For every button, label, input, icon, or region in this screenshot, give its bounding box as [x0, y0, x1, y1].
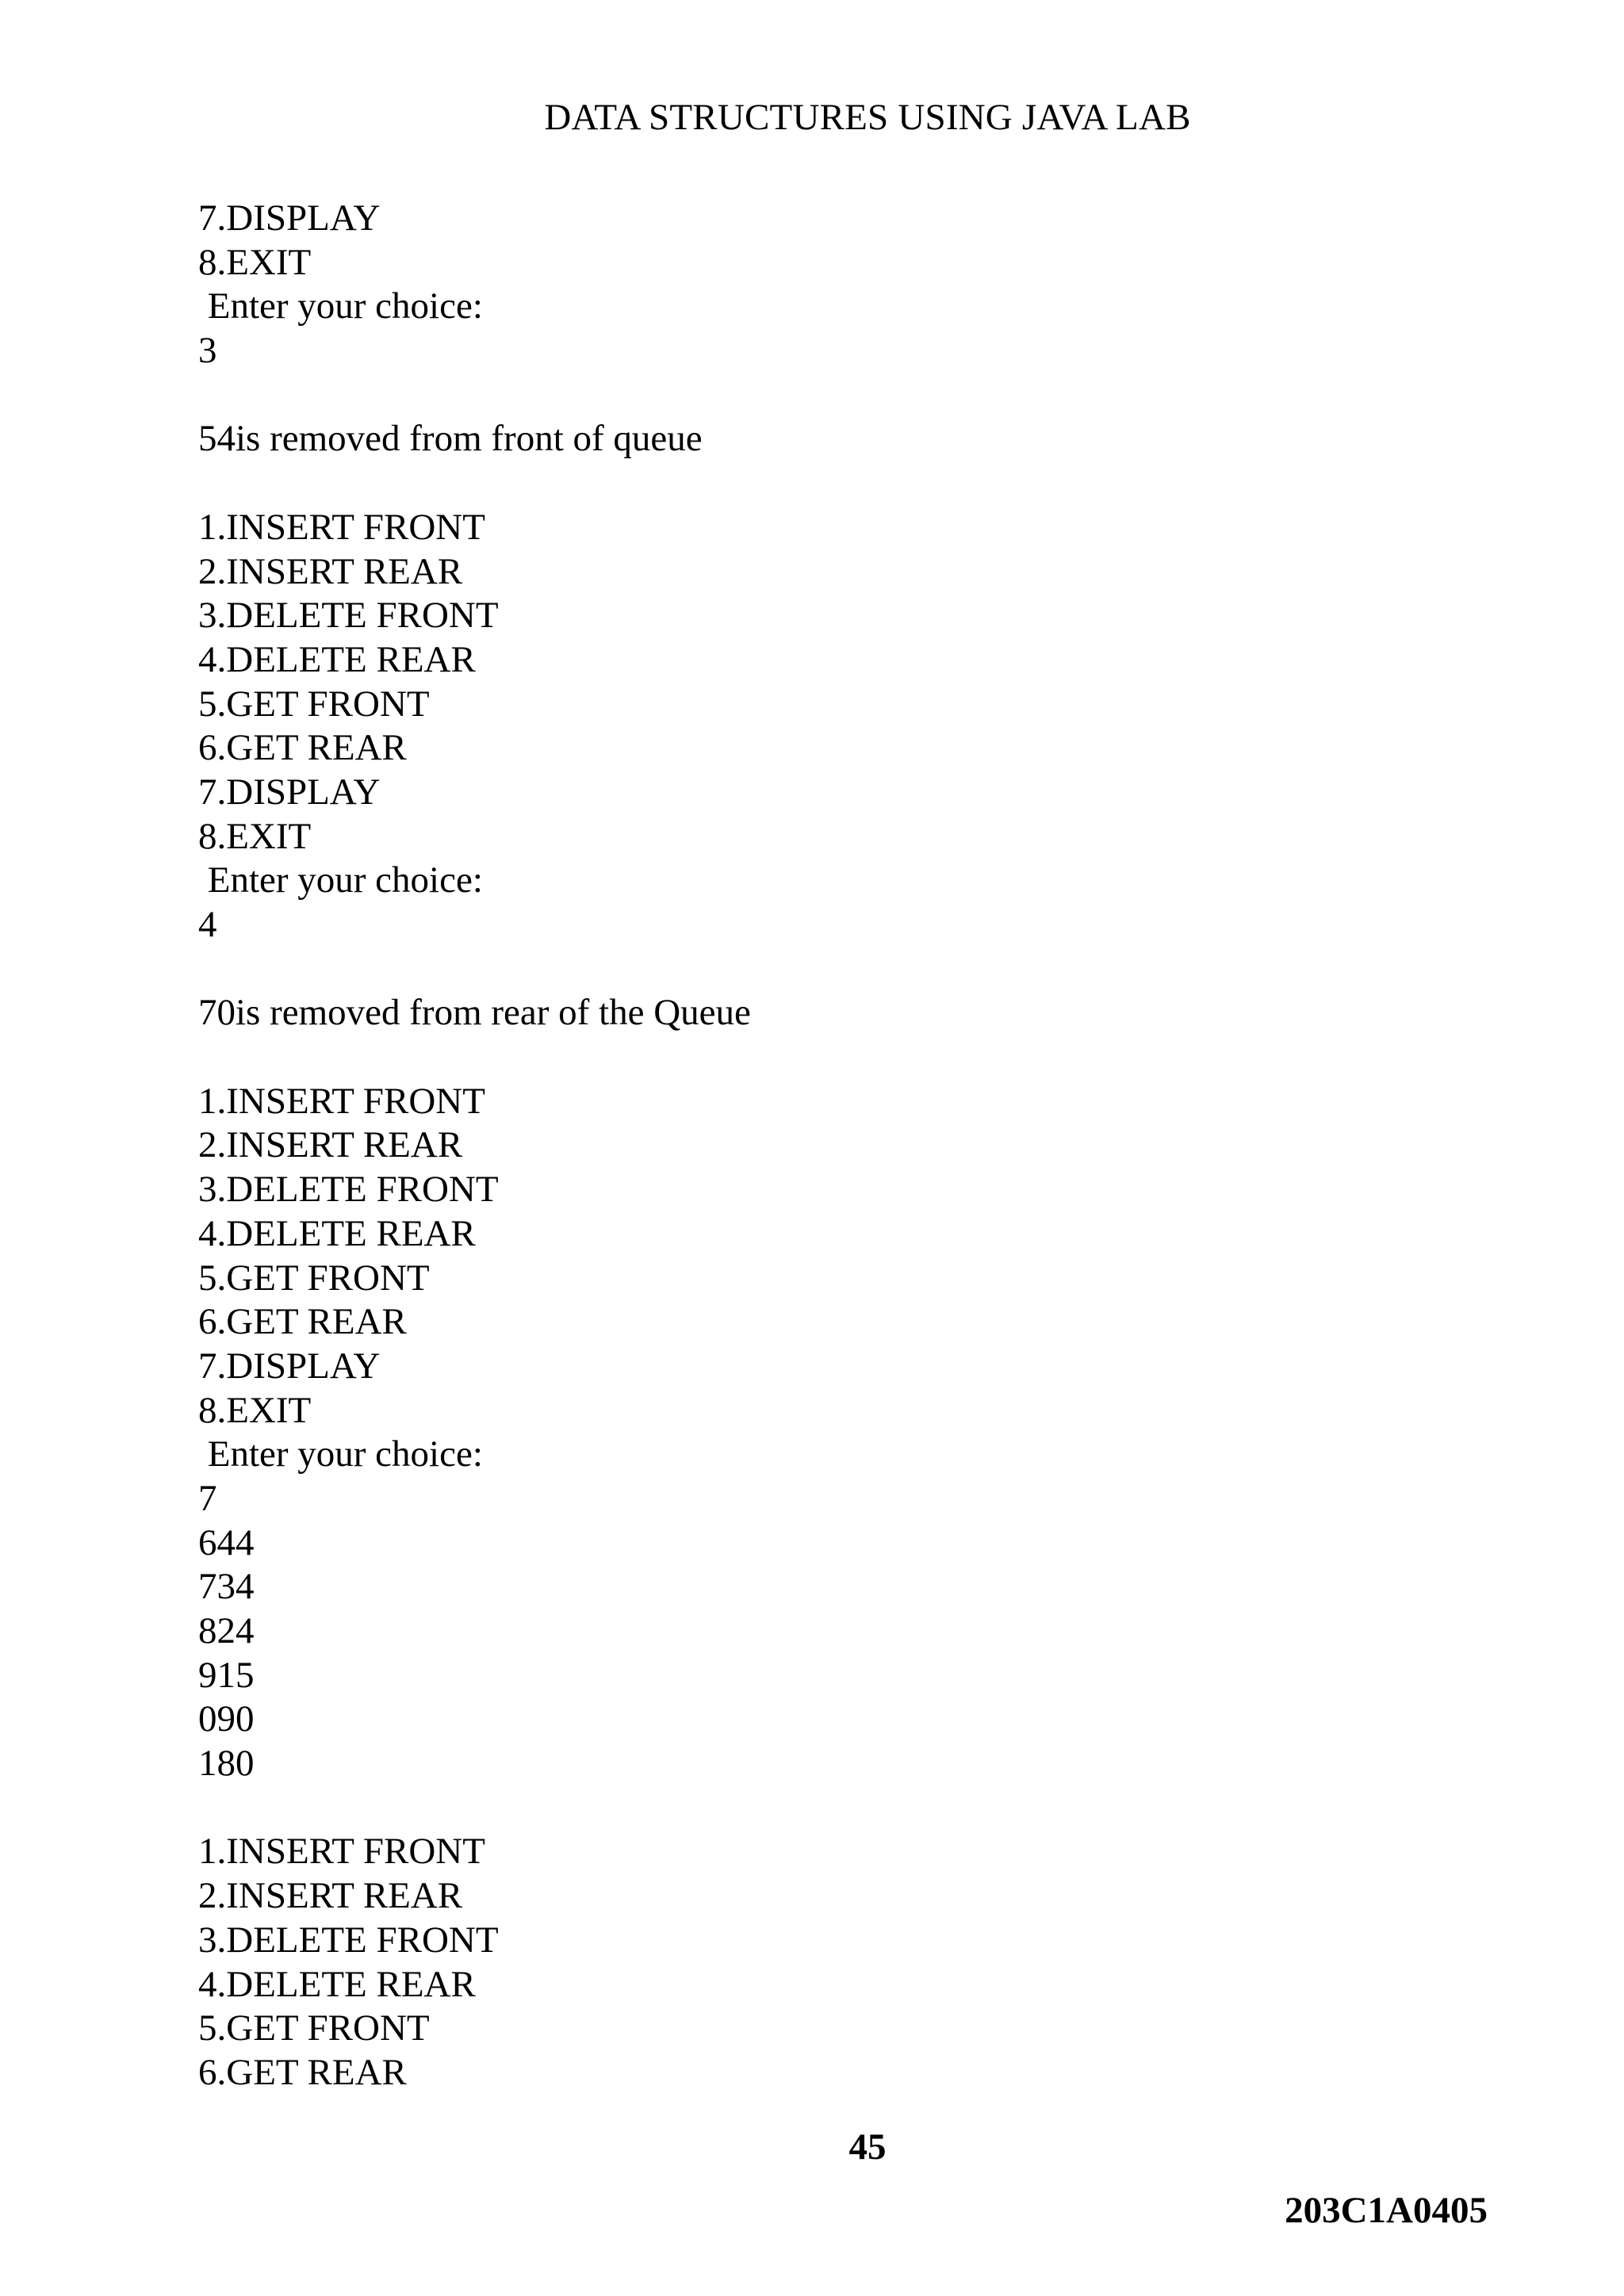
output-line: 5.GET FRONT [198, 683, 430, 725]
output-line: 4.DELETE REAR [198, 1963, 476, 2005]
output-line: 7.DISPLAY [198, 1345, 381, 1387]
output-line: 6.GET REAR [198, 727, 407, 769]
output-line: 4.DELETE REAR [198, 638, 476, 680]
output-line: 7.DISPLAY [198, 197, 381, 239]
output-line: 6.GET REAR [198, 2051, 407, 2093]
output-line: 090 [198, 1698, 255, 1740]
roll-number: 203C1A0405 [1285, 2190, 1488, 2231]
output-line: 2.INSERT REAR [198, 1875, 463, 1917]
output-line: 915 [198, 1654, 255, 1696]
output-line: 7 [198, 1477, 217, 1519]
program-output [198, 197, 751, 2095]
output-line: 4 [198, 904, 217, 945]
output-line: 8.EXIT [198, 815, 312, 857]
blank-line [198, 373, 751, 418]
blank-line [198, 461, 751, 506]
output-line: 180 [198, 1743, 255, 1785]
output-line: 3.DELETE FRONT [198, 1169, 499, 1211]
output-line: 3 [198, 330, 217, 372]
output-line: 644 [198, 1521, 255, 1563]
output-line: 2.INSERT REAR [198, 550, 463, 592]
output-line: 1.INSERT FRONT [198, 1831, 485, 1873]
blank-line [198, 947, 751, 992]
output-line: 1.INSERT FRONT [198, 506, 485, 548]
output-line: 2.INSERT REAR [198, 1124, 463, 1166]
output-line: 824 [198, 1610, 255, 1651]
output-line: 70is removed from rear of the Queue [198, 992, 751, 1034]
output-line: 5.GET FRONT [198, 1257, 430, 1299]
output-line: 1.INSERT FRONT [198, 1080, 485, 1122]
output-line: 7.DISPLAY [198, 771, 381, 813]
output-line: Enter your choice: [198, 859, 483, 901]
output-line: 8.EXIT [198, 241, 312, 283]
page-header: DATA STRUCTURES USING JAVA LAB [544, 97, 1191, 138]
output-line: 54is removed from front of queue [198, 418, 703, 460]
output-line: 5.GET FRONT [198, 2007, 430, 2049]
output-line: 4.DELETE REAR [198, 1212, 476, 1254]
page-number: 45 [848, 2126, 887, 2168]
output-line: Enter your choice: [198, 1433, 483, 1475]
output-line: 734 [198, 1566, 255, 1608]
blank-line [198, 1035, 751, 1080]
output-line: 3.DELETE FRONT [198, 1919, 499, 1961]
output-line: 3.DELETE FRONT [198, 595, 499, 637]
output-line: 6.GET REAR [198, 1301, 407, 1343]
output-line: 8.EXIT [198, 1389, 312, 1431]
blank-line [198, 1786, 751, 1831]
output-line: Enter your choice: [198, 285, 483, 327]
